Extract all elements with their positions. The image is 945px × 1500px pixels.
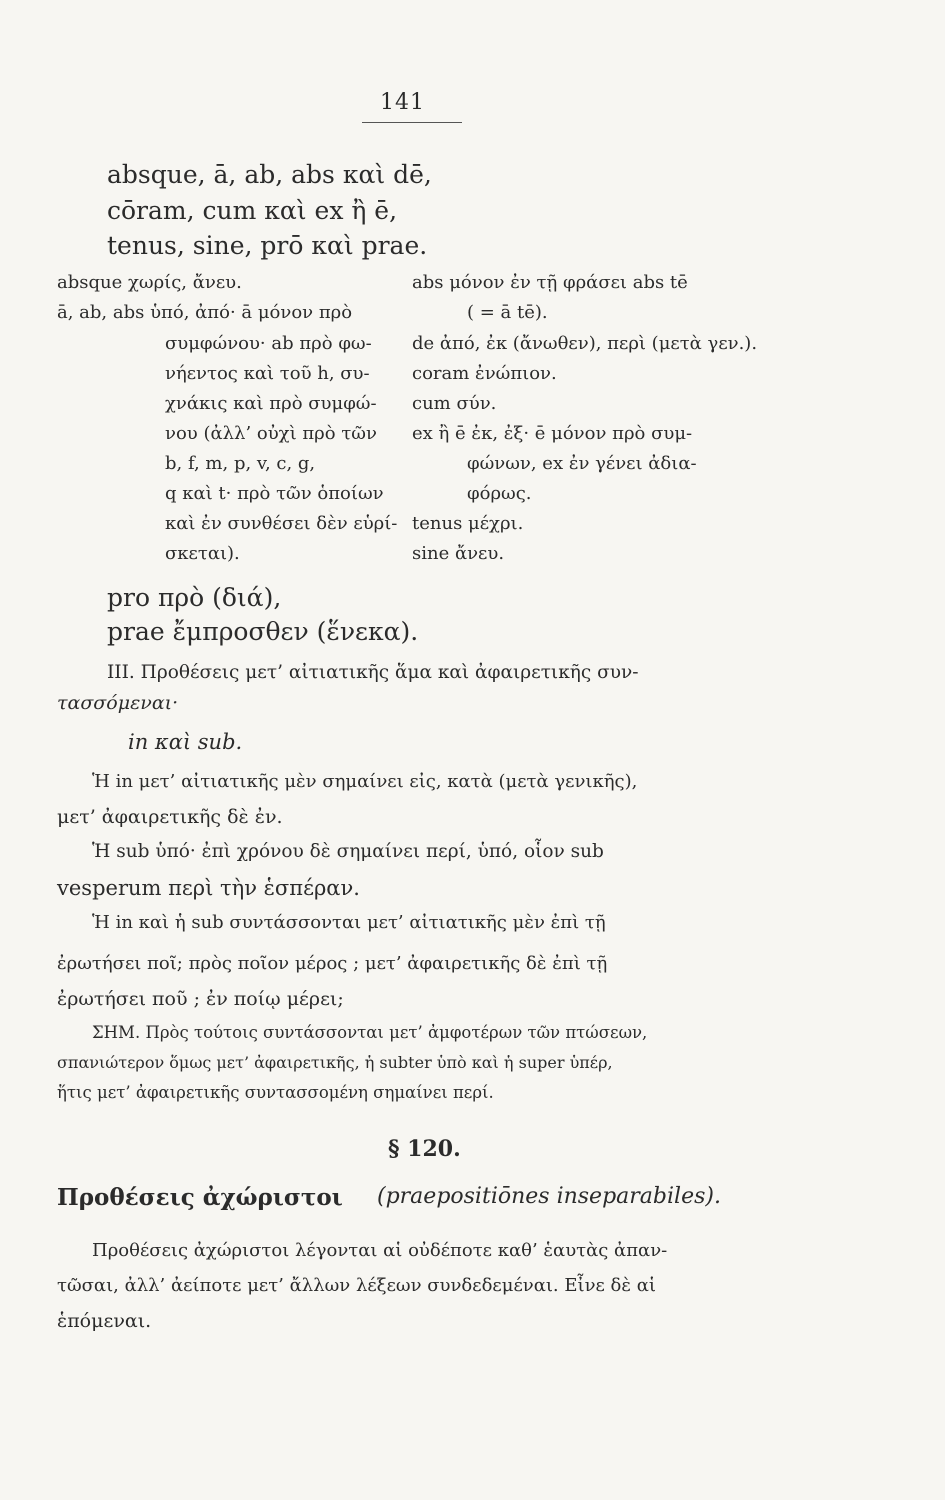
final-line: τῶσαι, ἀλλ’ ἀείποτε μετ’ ἄλλων λέξεων συνδεδεμέναι. Εἶνε δὲ αἱ	[57, 1275, 656, 1296]
paragraph-line: Ἡ in μετ’ αἰτιατικῆς μὲν σημαίνει εἰς, κατὰ (μετὰ γενικῆς),	[92, 771, 638, 792]
note-line: ἥτις μετ’ ἀφαιρετικῆς συντασσομένη σημαίνει περί.	[57, 1083, 494, 1102]
right-column-line: φώνων, ex ἐν γένει ἀδια-	[467, 453, 697, 474]
intro-line: absque, ā, ab, abs καὶ dē,	[107, 160, 432, 189]
page-number-rule	[362, 122, 462, 123]
final-line: Προθέσεις ἀχώριστοι λέγονται αἱ οὐδέποτε καθ’ ἑαυτὰς ἀπαν-	[92, 1240, 668, 1261]
right-column-line: ex ἢ ē ἐκ, ἐξ· ē μόνον πρὸ συμ-	[412, 423, 693, 444]
left-column-line: χνάκις καὶ πρὸ συμφώ-	[165, 393, 377, 414]
right-column-line: tenus μέχρι.	[412, 513, 524, 534]
left-column-line: νου (ἀλλ’ οὐχὶ πρὸ τῶν	[165, 423, 377, 444]
section-three-heading: III. Προθέσεις μετ’ αἰτιατικῆς ἅμα καὶ ἀφαιρετικῆς συν-	[107, 662, 639, 683]
paragraph-line: Ἡ sub ὑπό· ἐπὶ χρόνου δὲ σημαίνει περί, ὑπό, οἷον sub	[92, 841, 604, 862]
right-column-line: ( = ā tē).	[467, 302, 548, 323]
right-column-line: abs μόνον ἐν τῇ φράσει abs tē	[412, 272, 688, 293]
intro-line: tenus, sine, prō καὶ prae.	[107, 231, 428, 260]
section-heading-greek: Προθέσεις ἀχώριστοι	[57, 1184, 343, 1211]
left-column-line: σκεται).	[165, 543, 240, 564]
in-sub-heading: in καὶ sub.	[128, 730, 243, 754]
paragraph-line: ἐρωτήσει ποῖ; πρὸς ποῖον μέρος ; μετ’ ἀφαιρετικῆς δὲ ἐπὶ τῇ	[57, 953, 608, 974]
right-column-line: cum σύν.	[412, 393, 497, 414]
left-column-line: q καὶ t· πρὸ τῶν ὁποίων	[165, 483, 384, 504]
paragraph-line: vesperum περὶ τὴν ἑσπέραν.	[57, 876, 360, 900]
section-three-heading-continued: τασσόμεναι·	[57, 692, 179, 714]
pro-line: prae ἔμπροσθεν (ἕνεκα).	[107, 617, 419, 646]
intro-line: cōram, cum καὶ ex ἢ ē,	[107, 196, 398, 225]
left-column-line: συμφώνου· ab πρὸ φω-	[165, 333, 372, 354]
note-line: ΣΗΜ. Πρὸς τούτοις συντάσσονται μετ’ ἀμφοτέρων τῶν πτώσεων,	[92, 1023, 648, 1042]
section-heading-latin: (praepositiōnes inseparabiles).	[377, 1184, 721, 1209]
section-mark: § 120.	[388, 1136, 461, 1162]
final-line: ἑπόμεναι.	[57, 1310, 152, 1332]
pro-line: pro πρὸ (διά),	[107, 583, 282, 612]
right-column-line: sine ἄνευ.	[412, 543, 505, 564]
paragraph-line: Ἡ in καὶ ἡ sub συντάσσονται μετ’ αἰτιατικῆς μὲν ἐπὶ τῇ	[92, 912, 606, 933]
page-number: 141	[380, 90, 425, 115]
right-column-line: φόρως.	[467, 483, 532, 504]
paragraph-line: μετ’ ἀφαιρετικῆς δὲ ἐν.	[57, 806, 283, 828]
left-column-line: b, f, m, p, v, c, g,	[165, 453, 316, 474]
left-column-line: νήεντος καὶ τοῦ h, συ-	[165, 363, 370, 384]
note-line: σπανιώτερον ὅμως μετ’ ἀφαιρετικῆς, ἡ subter ὑπὸ καὶ ἡ super ὑπέρ,	[57, 1053, 613, 1072]
paragraph-line: ἐρωτήσει ποῦ ; ἐν ποίῳ μέρει;	[57, 988, 344, 1010]
right-column-line: de ἀπό, ἐκ (ἄνωθεν), περὶ (μετὰ γεν.).	[412, 333, 758, 354]
left-column-line: καὶ ἐν συνθέσει δὲν εὑρί-	[165, 513, 398, 534]
right-column-line: coram ἐνώπιον.	[412, 363, 557, 384]
left-column-line: ā, ab, abs ὑπό, ἀπό· ā μόνον πρὸ	[57, 302, 353, 323]
left-column-line: absque χωρίς, ἄνευ.	[57, 272, 242, 293]
